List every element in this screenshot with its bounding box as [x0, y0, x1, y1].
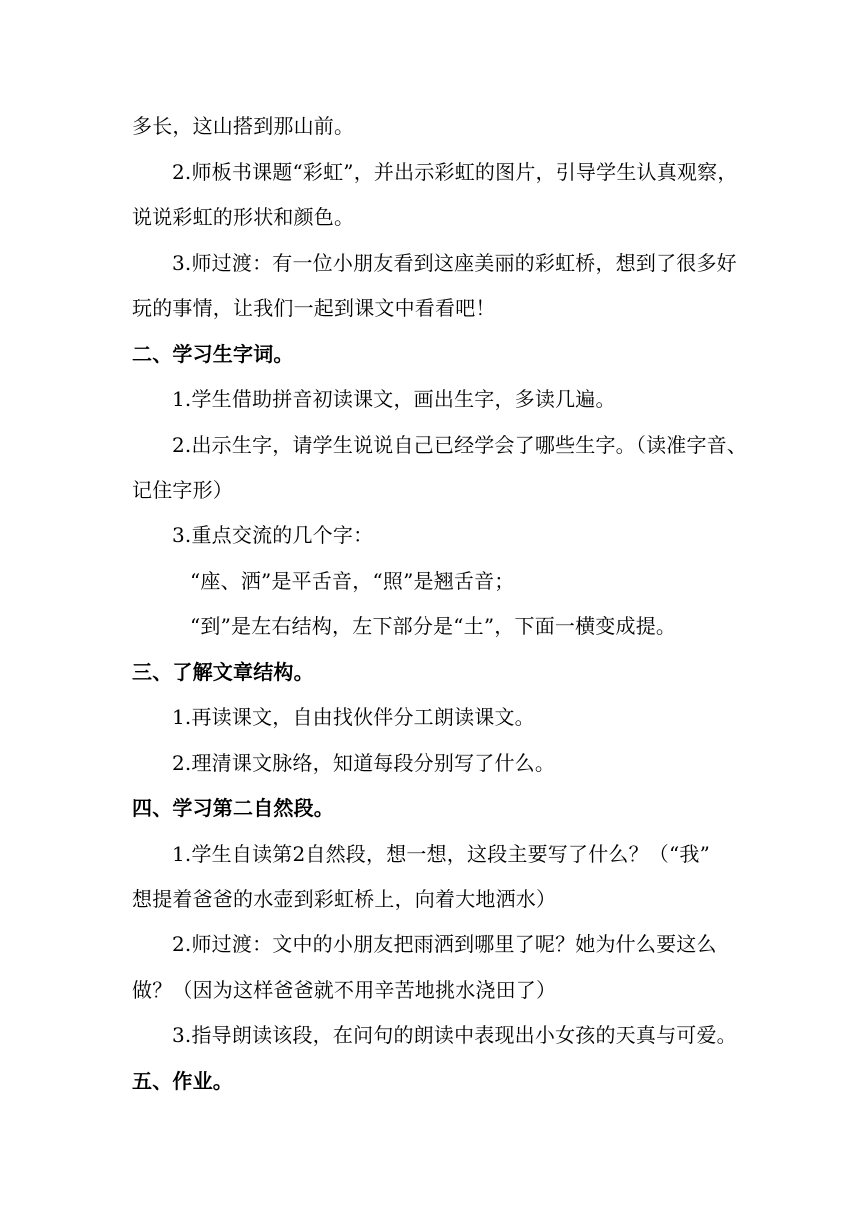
sub-item-line: “到”是左右结构，左下部分是“土”，下面一横变成提。: [190, 614, 677, 638]
paragraph-line: 想提着爸爸的水壶到彩虹桥上，向着大地洒水）: [132, 887, 557, 911]
section-heading: 二、学习生字词。: [132, 342, 294, 366]
section-heading: 五、作业。: [132, 1069, 233, 1093]
list-item-line: 2.师过渡：文中的小朋友把雨洒到哪里了呢？她为什么要这么: [172, 932, 717, 956]
list-item-line: 1.再读课文，自由找伙伴分工朗读课文。: [172, 705, 535, 729]
list-item-line: 3.指导朗读该段，在问句的朗读中表现出小女孩的天真与可爱。: [172, 1023, 737, 1047]
paragraph-line: 多长，这山搭到那山前。: [132, 114, 355, 138]
paragraph-line: 玩的事情，让我们一起到课文中看看吧！: [132, 296, 496, 320]
paragraph-line: 做？（因为这样爸爸就不用辛苦地挑水浇田了）: [132, 978, 557, 1002]
list-item-line: 1.学生自读第2自然段，想一想，这段主要写了什么？（“我”: [172, 842, 711, 866]
list-item-line: 2.出示生字，请学生说说自己已经学会了哪些生字。（读准字音、: [172, 433, 748, 457]
list-item-line: 1.学生借助拼音初读课文，画出生字，多读几遍。: [172, 387, 616, 411]
list-item-line: 3.师过渡：有一位小朋友看到这座美丽的彩虹桥，想到了很多好: [172, 251, 737, 275]
list-item-line: 2.理清课文脉络，知道每段分别写了什么。: [172, 751, 556, 775]
list-item-line: 2.师板书课题“彩虹”，并出示彩虹的图片，引导学生认真观察，: [172, 160, 738, 184]
section-heading: 三、了解文章结构。: [132, 660, 314, 684]
list-item-line: 3.重点交流的几个字：: [172, 523, 374, 547]
paragraph-line: 记住字形）: [132, 478, 233, 502]
sub-item-line: “座、洒”是平舌音，“照”是翘舌音；: [190, 569, 515, 593]
section-heading: 四、学习第二自然段。: [132, 796, 334, 820]
paragraph-line: 说说彩虹的形状和颜色。: [132, 205, 355, 229]
